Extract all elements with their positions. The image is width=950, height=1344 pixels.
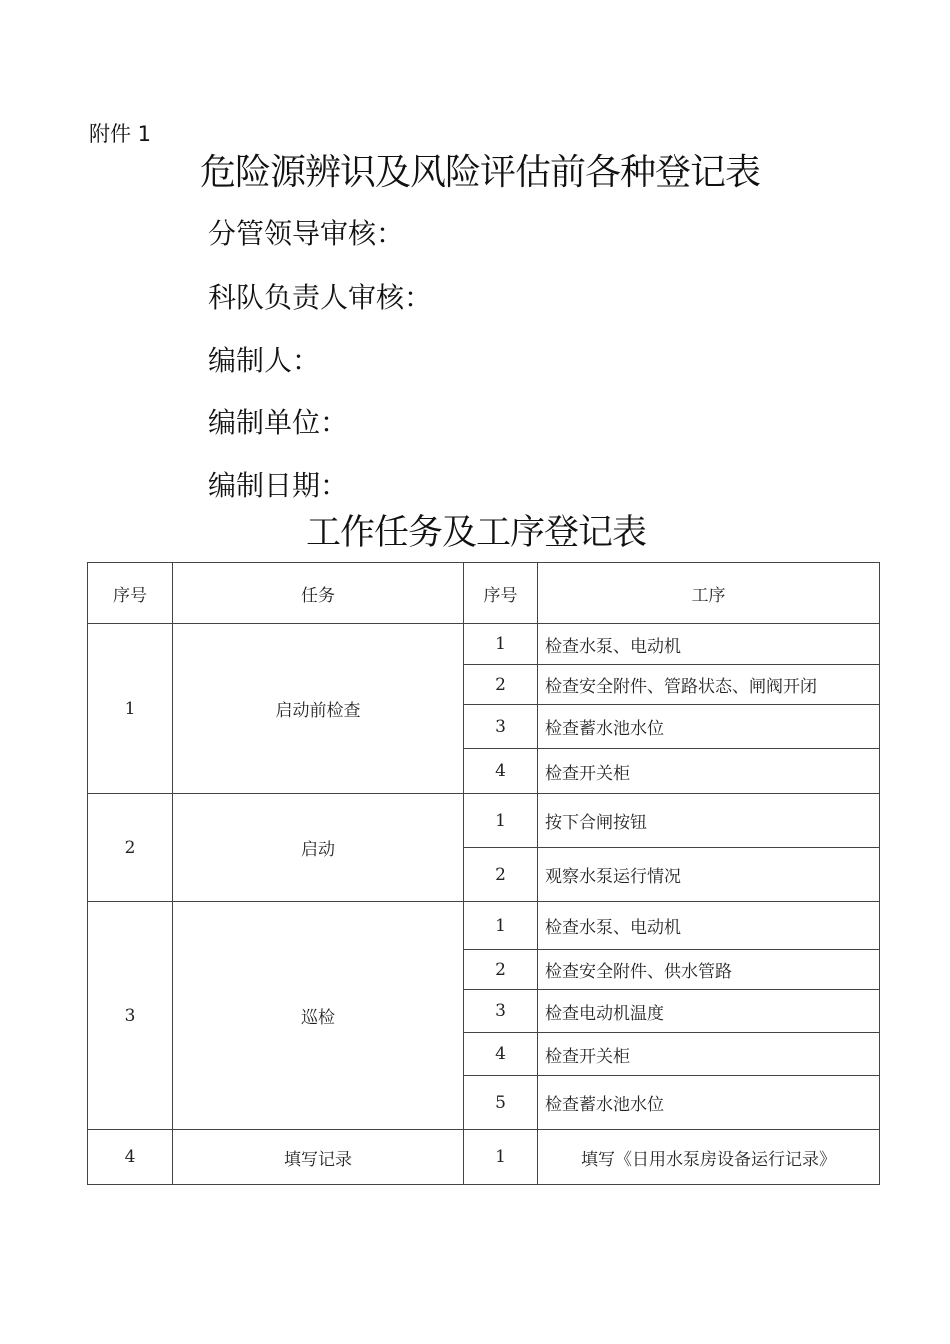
review-leader-field: 分管领导审核： [208, 217, 405, 250]
step-name-cell: 检查开关柜 [538, 749, 880, 794]
step-name-cell: 按下合闸按钮 [538, 794, 880, 848]
step-name-cell: 检查蓄水池水位 [538, 1076, 880, 1130]
step-seq-cell: 3 [464, 705, 538, 749]
table-row [88, 1130, 880, 1185]
step-name-cell: 检查水泵、电动机 [538, 902, 880, 950]
task-seq-cell: 4 [88, 1130, 173, 1185]
task-name-cell: 巡检 [173, 902, 464, 1130]
step-seq-cell: 2 [464, 950, 538, 990]
table-row [88, 794, 880, 848]
table-row [88, 902, 880, 950]
step-name-cell: 填写《日用水泵房设备运行记录》 [538, 1130, 880, 1185]
task-name-cell: 启动 [173, 794, 464, 902]
step-seq-cell: 5 [464, 1076, 538, 1130]
header-step: 工序 [538, 563, 880, 624]
header-seq: 序号 [88, 563, 173, 624]
header-step-seq: 序号 [464, 563, 538, 624]
step-seq-cell: 1 [464, 1130, 538, 1185]
attachment-label: 附件 1 [89, 122, 152, 146]
document-title: 危险源辨识及风险评估前各种登记表 [200, 152, 761, 193]
table-header-row [88, 563, 880, 624]
step-seq-cell: 1 [464, 624, 538, 665]
step-seq-cell: 2 [464, 665, 538, 705]
step-name-cell: 检查安全附件、供水管路 [538, 950, 880, 990]
step-name-cell: 检查开关柜 [538, 1033, 880, 1076]
step-seq-cell: 2 [464, 848, 538, 902]
step-name-cell: 检查水泵、电动机 [538, 624, 880, 665]
step-seq-cell: 1 [464, 794, 538, 848]
task-seq-cell: 2 [88, 794, 173, 902]
header-task: 任务 [173, 563, 464, 624]
task-seq-cell: 1 [88, 624, 173, 794]
table-title: 工作任务及工序登记表 [306, 513, 647, 553]
step-seq-cell: 4 [464, 1033, 538, 1076]
step-seq-cell: 3 [464, 990, 538, 1033]
task-name-cell: 填写记录 [173, 1130, 464, 1185]
review-team-field: 科队负责人审核： [208, 281, 433, 314]
step-name-cell: 观察水泵运行情况 [538, 848, 880, 902]
step-name-cell: 检查电动机温度 [538, 990, 880, 1033]
task-seq-cell: 3 [88, 902, 173, 1130]
task-step-table [87, 562, 880, 1185]
step-seq-cell: 4 [464, 749, 538, 794]
unit-field: 编制单位： [208, 406, 349, 439]
compiler-field: 编制人： [208, 344, 321, 377]
table-row [88, 624, 880, 665]
step-name-cell: 检查安全附件、管路状态、闸阀开闭 [538, 665, 880, 705]
task-name-cell: 启动前检查 [173, 624, 464, 794]
step-name-cell: 检查蓄水池水位 [538, 705, 880, 749]
step-seq-cell: 1 [464, 902, 538, 950]
date-field: 编制日期： [208, 469, 349, 502]
